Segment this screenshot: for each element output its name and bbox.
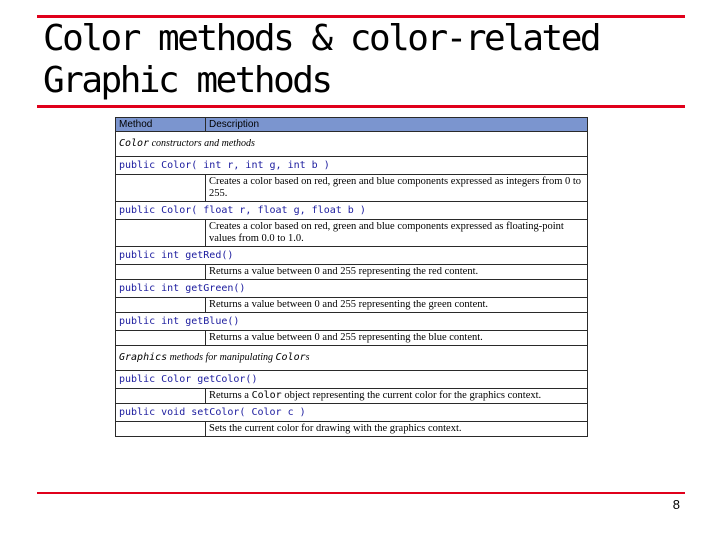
table-row	[116, 220, 588, 247]
table-header-row	[116, 118, 588, 132]
slide-title-line-1: Color methods & color-related	[43, 18, 600, 59]
table-row	[116, 157, 588, 175]
bottom-red-rule	[37, 492, 685, 494]
method-description: Returns a value between 0 and 255 representing the blue content.	[206, 331, 588, 346]
method-signature: public Color( int r, int g, int b )	[116, 157, 588, 175]
method-signature: public int getRed()	[116, 247, 588, 265]
method-description: Returns a value between 0 and 255 representing the green content.	[206, 298, 588, 313]
description-code: Color	[251, 390, 282, 401]
method-description: Sets the current color for drawing with the graphics context.	[206, 422, 588, 437]
table-row	[116, 298, 588, 313]
method-signature: public Color getColor()	[116, 371, 588, 389]
section-code: Color	[119, 138, 150, 149]
empty-cell	[116, 220, 206, 247]
method-description: Creates a color based on red, green and blue components expressed as floating-point values from 0.0 to 1.0.	[206, 220, 588, 247]
empty-cell	[116, 422, 206, 437]
section-row-graphics-methods	[116, 346, 588, 371]
description-text: Returns a	[209, 390, 252, 401]
section-code: Color	[275, 352, 306, 363]
table-row	[116, 331, 588, 346]
method-description: Returns a value between 0 and 255 representing the red content.	[206, 265, 588, 280]
empty-cell	[116, 265, 206, 280]
method-description: Creates a color based on red, green and blue components expressed as integers from 0 to 255.	[206, 175, 588, 202]
table-row	[116, 175, 588, 202]
empty-cell	[116, 331, 206, 346]
color-methods-table	[115, 117, 588, 437]
method-signature: public int getBlue()	[116, 313, 588, 331]
table-row	[116, 280, 588, 298]
section-heading-graphics	[116, 346, 588, 371]
table-row	[116, 265, 588, 280]
table-row	[116, 422, 588, 437]
method-description	[206, 389, 588, 404]
section-row-color-constructors	[116, 132, 588, 157]
section-text: methods for manipulating	[167, 352, 276, 363]
method-signature: public int getGreen()	[116, 280, 588, 298]
empty-cell	[116, 389, 206, 404]
empty-cell	[116, 175, 206, 202]
section-code: Graphics	[119, 352, 168, 363]
slide-title	[43, 18, 683, 102]
table-row	[116, 371, 588, 389]
empty-cell	[116, 298, 206, 313]
slide-title-line-2: Graphic methods	[43, 60, 331, 101]
description-text: object representing the current color for the graphics context.	[281, 390, 542, 401]
title-red-rule	[37, 105, 685, 108]
section-text: s	[305, 352, 310, 363]
table-row	[116, 389, 588, 404]
section-text: constructors and methods	[149, 138, 255, 149]
header-method: Method	[116, 118, 206, 132]
method-signature: public void setColor( Color c )	[116, 404, 588, 422]
table-row	[116, 313, 588, 331]
page-number: 8	[672, 497, 680, 512]
header-description: Description	[206, 118, 588, 132]
section-heading-color	[116, 132, 588, 157]
table-row	[116, 202, 588, 220]
table-row	[116, 404, 588, 422]
table-row	[116, 247, 588, 265]
method-signature: public Color( float r, float g, float b )	[116, 202, 588, 220]
